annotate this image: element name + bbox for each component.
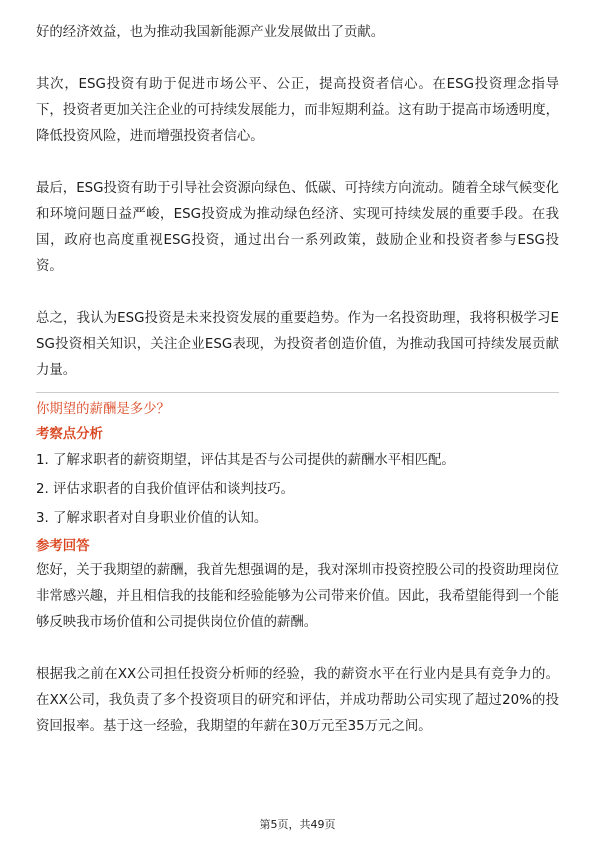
paragraph-gap: [36, 46, 559, 72]
paragraph-gap: [36, 280, 559, 306]
document-page: [36, 20, 559, 740]
paragraph-continuation: 好的经济效益，也为推动我国新能源产业发展做出了贡献。: [36, 25, 385, 40]
analysis-item-2: 2. 评估求职者的自我价值评估和谈判技巧。: [36, 482, 295, 497]
analysis-item-1: 1. 了解求职者的薪资期望，评估其是否与公司提供的薪酬水平相匹配。: [36, 453, 455, 468]
answer-paragraph-2: 根据我之前在XX公司担任投资分析师的经验，我的薪资水平在行业内是具有竞争力的。在XX公司，我负责了多个投资项目的研究和评估，并成功帮助公司实现了超过20%的投资回报率。基于这一经验，我期望的年薪在30万元至35万元之间。: [36, 667, 559, 734]
paragraph-conclusion: 总之，我认为ESG投资是未来投资发展的重要趋势。作为一名投资助理，我将积极学习ESG投资相关知识，关注企业ESG表现，为投资者创造价值，为推动我国可持续发展贡献力量。: [36, 311, 559, 378]
page-number: 第5页，共49页: [259, 818, 336, 831]
paragraph-final-point: 最后，ESG投资有助于引导社会资源向绿色、低碳、可持续方向流动。随着全球气候变化和环境问题日益严峻，ESG投资成为推动绿色经济、实现可持续发展的重要手段。在我国，政府也高度重视ESG投资，通过出台一系列政策，鼓励企业和投资者参与ESG投资。: [36, 181, 559, 274]
question-title: 你期望的薪酬是多少？: [36, 402, 170, 417]
analysis-heading: 考察点分析: [36, 427, 103, 442]
paragraph-second-point: 其次，ESG投资有助于促进市场公平、公正，提高投资者信心。在ESG投资理念指导下，投资者更加关注企业的可持续发展能力，而非短期利益。这有助于提高市场透明度，降低投资风险，进而增强投资者信心。: [36, 77, 559, 144]
answer-paragraph-1: 您好，关于我期望的薪酬，我首先想强调的是，我对深圳市投资控股公司的投资助理岗位非常感兴趣，并且相信我的技能和经验能够为公司带来价值。因此，我希望能得到一个能够反映我市场价值和公司提供岗位价值的薪酬。: [36, 563, 559, 630]
paragraph-gap: [36, 636, 559, 662]
analysis-item-3: 3. 了解求职者对自身职业价值的认知。: [36, 511, 268, 526]
paragraph-gap: [36, 150, 559, 176]
answer-heading: 参考回答: [36, 539, 90, 554]
section-divider: [36, 392, 559, 393]
